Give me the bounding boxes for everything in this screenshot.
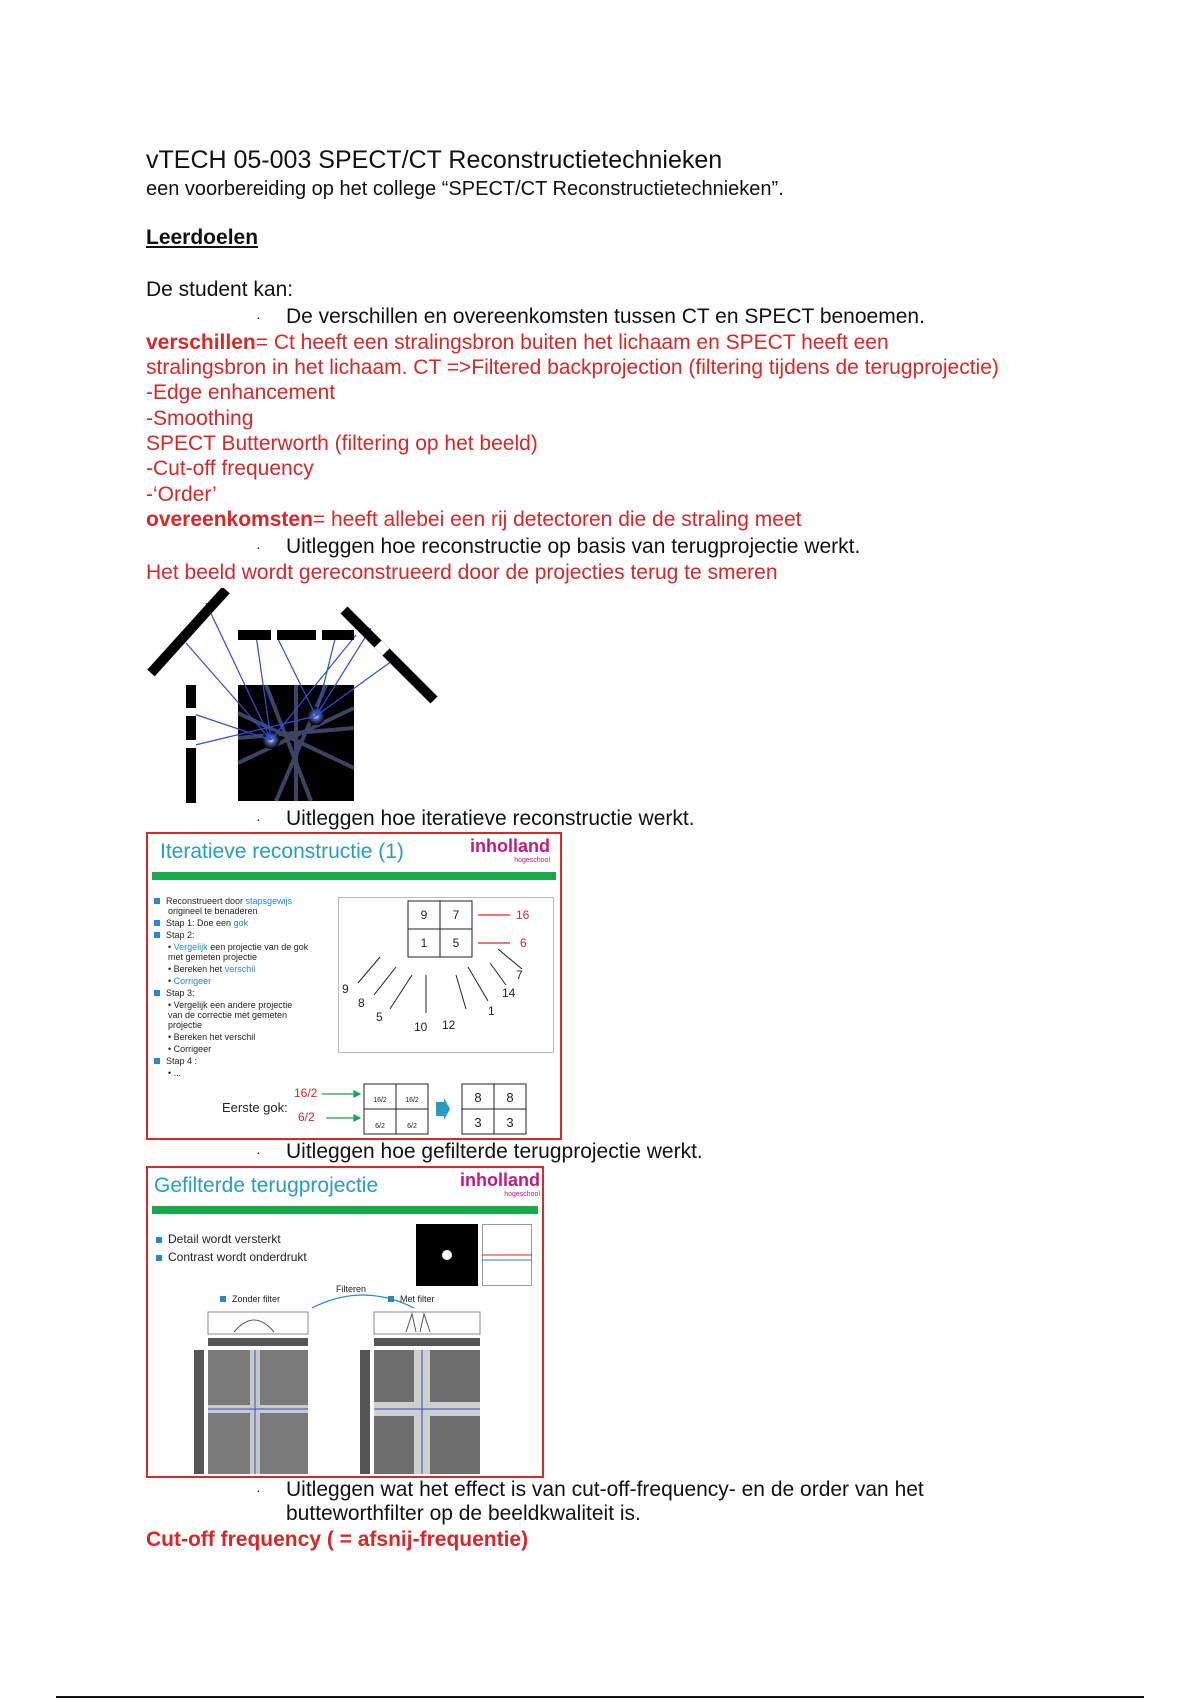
slide2-title: Gefilterde terugprojectie [154, 1174, 379, 1197]
detector-left-diagonal [151, 590, 226, 673]
slide1-item: Reconstrueert door stapsgewijs [154, 896, 292, 906]
verschillen-line-2: stralingsbron in het lichaam. CT =>Filtered backprojection (filtering tijdens de terugprojectie) [146, 356, 999, 379]
diagonal-sum: 14 [502, 986, 516, 1000]
slide1-diagram [338, 897, 552, 1051]
smoothing: -Smoothing [146, 407, 254, 430]
objective-5: · Uitleggen wat het effect is van cut-off-frequency- en de order van het [256, 1478, 924, 1501]
fraction-cell: 16/2 [405, 1097, 419, 1104]
spect-butterworth: SPECT Butterworth (filtering op het beeld) [146, 432, 538, 455]
edge-enhancement: -Edge enhancement [146, 381, 336, 404]
slide-filtered-backprojection [146, 1166, 544, 1478]
overeenkomsten-line: overeenkomsten= heeft allebei een rij detectoren die de straling meet [146, 508, 802, 531]
objective-3: · Uitleggen hoe iteratieve reconstructie werkt. [256, 807, 695, 830]
intro-text: De student kan: [146, 278, 294, 301]
order-item: -‘Order’ [146, 483, 217, 506]
slide1-item: origineel te benaderen [168, 906, 258, 916]
verschillen-line: verschillen= Ct heeft een stralingsbron buiten het lichaam en SPECT heeft een [146, 331, 889, 354]
filter-profile-plot [482, 1224, 532, 1286]
slide2-item-2: Contrast wordt onderdrukt [156, 1250, 307, 1264]
slide1-item: met gemeten projectie [168, 952, 258, 962]
half-label-1: 16/2 [294, 1086, 318, 1100]
zonder-filter-label: Zonder filter [220, 1294, 280, 1304]
cutoff-item: -Cut-off frequency [146, 457, 314, 480]
diagonal-sum: 5 [376, 1010, 383, 1024]
grid-cell: 1 [420, 936, 428, 950]
slide1-item: • ... [168, 1068, 182, 1078]
slide1-item: • Vergelijk een andere projectie [168, 1000, 293, 1010]
slide1-title: Iteratieve reconstructie (1) [160, 840, 404, 863]
result-cell: 8 [506, 1090, 514, 1105]
slide1-green-bar [152, 872, 556, 880]
smeren-text: Het beeld wordt gereconstrueerd door de projecties terug te smeren [146, 561, 778, 584]
slide1-first-guess [318, 1082, 558, 1136]
grid-cell: 7 [452, 908, 460, 922]
slide1-item: • Corrigeer [168, 976, 212, 986]
diagonal-sum: 7 [516, 968, 523, 982]
slide1-item: Stap 2: [154, 930, 195, 940]
half-label-2: 6/2 [298, 1110, 315, 1124]
diagonal-sum: 10 [414, 1020, 428, 1034]
fraction-cell: 6/2 [375, 1123, 385, 1130]
slide1-item: Stap 4 : [154, 1056, 197, 1066]
slide2-green-bar [152, 1206, 538, 1214]
slide1-item: Stap 1: Doe een gok [154, 918, 248, 928]
document-title: vTECH 05-003 SPECT/CT Reconstructietechnieken [146, 146, 723, 174]
grid-cell: 9 [420, 908, 428, 922]
diagonal-sum: 8 [358, 996, 365, 1010]
grid-cell: 5 [452, 936, 460, 950]
result-cell: 8 [474, 1090, 482, 1105]
fraction-cell: 16/2 [373, 1097, 387, 1104]
inholland-logo-2: inholland hogeschool [460, 1170, 540, 1198]
result-cell: 3 [506, 1115, 514, 1130]
row-sum: 6 [520, 936, 527, 950]
document-subtitle: een voorbereiding op het college “SPECT/CT Reconstructietechnieken”. [146, 178, 784, 200]
slide1-item: • Bereken het verschil [168, 1032, 256, 1042]
slide1-item: • Bereken het verschil [168, 964, 256, 974]
eerste-gok-label: Eerste gok: [222, 1100, 288, 1115]
objective-5-continued: butteworthfilter op de beeldkwaliteit is. [286, 1502, 641, 1525]
slide-iterative-reconstruction [146, 832, 562, 1140]
leerdoelen-heading: Leerdoelen [146, 226, 259, 249]
slide1-item: projectie [168, 1020, 203, 1030]
slide1-item: van de correctie met gemeten [168, 1010, 288, 1020]
objective-4: · Uitleggen hoe gefilterde terugprojectie werkt. [256, 1140, 703, 1163]
unfiltered-image [194, 1310, 310, 1474]
filter-kernel-image [416, 1224, 478, 1286]
diagonal-sum: 12 [442, 1018, 456, 1032]
filtered-image [360, 1310, 482, 1474]
slide1-item: • Vergelijk een projectie van de gok [168, 942, 309, 952]
diagonal-sum: 9 [342, 982, 349, 996]
slide1-item: Stap 3: [154, 988, 195, 998]
backprojection-figure [146, 588, 446, 806]
objective-2: · Uitleggen hoe reconstructie op basis van terugprojectie werkt. [256, 535, 861, 558]
result-cell: 3 [474, 1115, 482, 1130]
row-sum: 16 [516, 908, 530, 922]
slide1-item: • Corrigeer [168, 1044, 212, 1054]
inholland-logo: inholland hogeschool [470, 836, 550, 864]
objective-1: · De verschillen en overeenkomsten tussen CT en SPECT benoemen. [256, 305, 925, 328]
filteren-label: Filteren [336, 1284, 367, 1294]
arrow-icon [436, 1098, 450, 1120]
cutoff-heading: Cut-off frequency ( = afsnij-frequentie) [146, 1528, 529, 1551]
fraction-cell: 6/2 [407, 1123, 417, 1130]
slide2-item-1: Detail wordt versterkt [156, 1232, 281, 1246]
met-filter-label: Met filter [388, 1294, 435, 1304]
page-bottom-rule [56, 1696, 1144, 1698]
detector-top [238, 630, 354, 640]
diagonal-sum: 1 [488, 1004, 495, 1018]
